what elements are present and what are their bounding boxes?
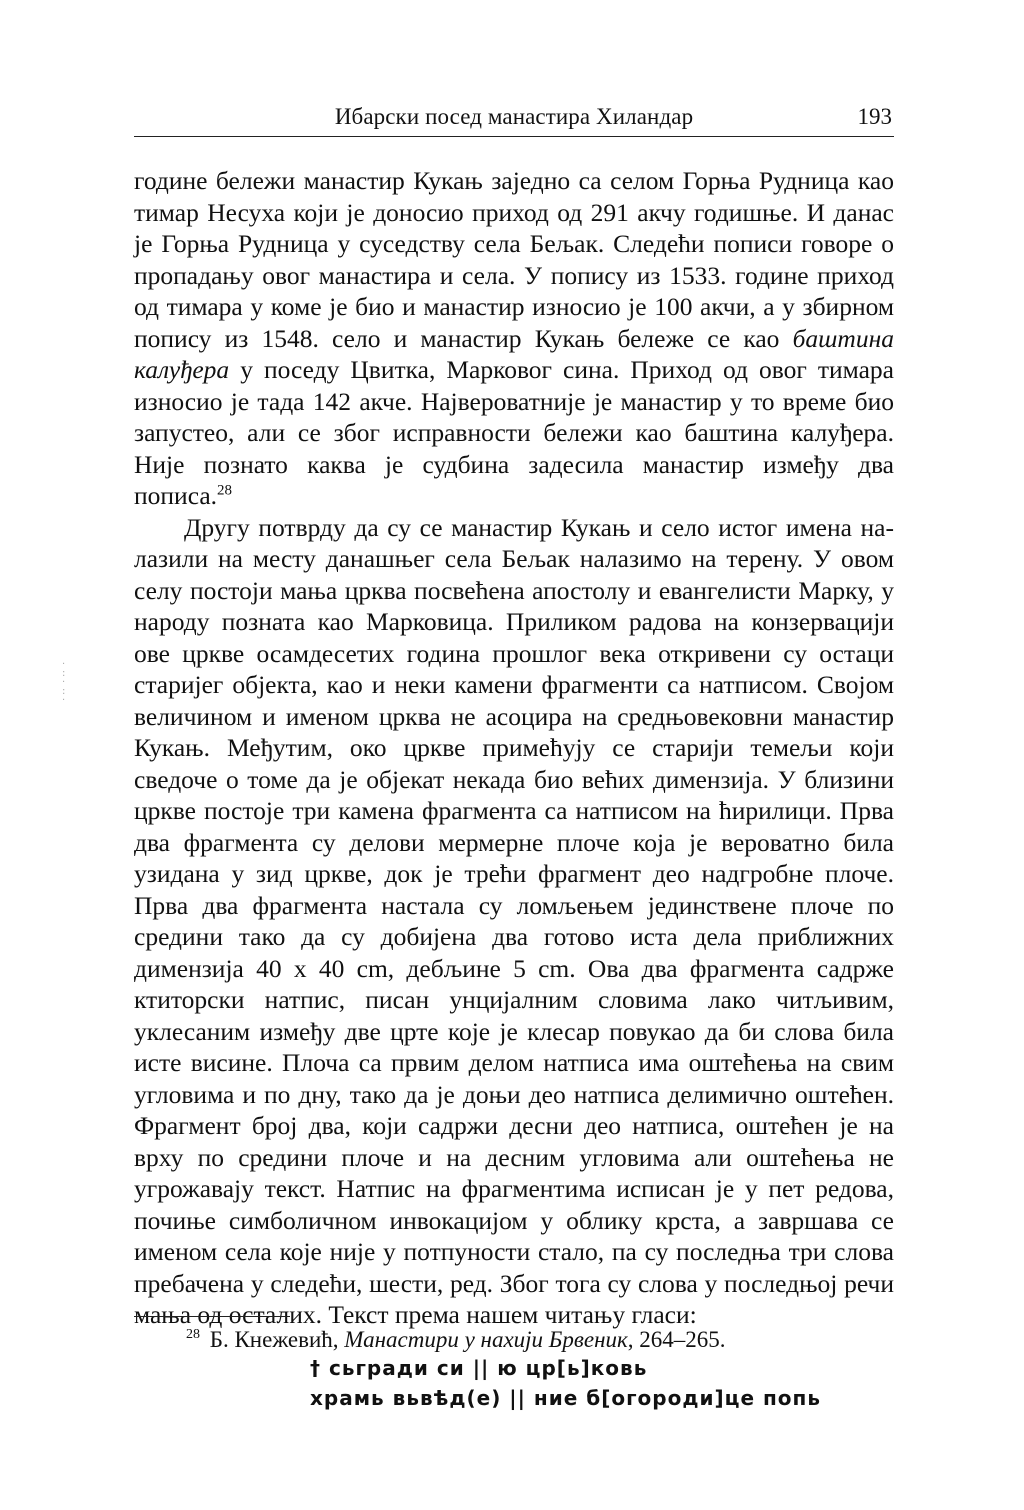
footnote-number: 28 (186, 1327, 200, 1343)
paragraph-2: Другу потврду да су се манастир Кукањ и село истог имена налазили на месту данашњег села Бељак налазимо на терену. У овом селу постоји мања црква посвећена апостолу и евангелисти Марку, у народу позната као Марковица. Приликом радова на конзервацији ове цркве осамдесетих година прошлог века откривени су остаци старијег објекта, као и неки камени фрагменти са натписом. Својом величином и именом црква не асоцира на средњовековни манастир Кукањ. Међутим, око цркве примећују се старији темељи који сведоче о томе да је објекат некада био већих димензија. У близини цркве постоје три камена фрагмента са натписом на ћирилици. Прва два фрагмента су делови мермерне плоче која је вероватно била узидана у зид цркве, док је трећи фрагмент део надгробне плоче. Прва два фрагмента настала су ломљењем јединствене плоче по средини тако да су добијена два готово иста дела приближних димензија 40 x 40 cm, дебљине 5 cm. Ова два фрагмента садрже ктиторски натпис, писан унцијалним словима лако читљивим, уклесаним између две црте које је клесар повукао да би слова била исте висине. Плоча са првим делом натписа има оштећења на свим угловима и по дну, тако да је доњи део натписа делимично оштећен. Фрагмент број два, који садржи десни део натписа, оштећен је на врху по средини плоче и на десним угловима али оштећења не угрожавају текст. Натпис на фрагментима исписан је у пет редова, почиње симболичном инвокацијом у облику крста, а завршава се именом села које није у потпуности стало, па су последња три слова пребачена у следећи, шести, ред. Због тога су слова у последњој речи мања од осталих. Текст према нашем читању гласи: (134, 512, 894, 1329)
page-number: 193 (857, 104, 892, 129)
book-page (134, 100, 894, 1413)
footnote-reference-28[interactable]: 28 (217, 482, 233, 499)
margin-scan-mark: · : · : · (62, 659, 66, 706)
footnote-title: Манастири у нахији Брвеник (344, 1327, 628, 1352)
paragraph-1-italic-term: баштина калуђера (134, 323, 894, 384)
body-text (134, 165, 894, 1331)
inscription-line-1: † сьгради си || ю цр[ь]ковь (310, 1355, 648, 1380)
running-title: Ибарски посед манастира Хиландар (334, 104, 694, 129)
inscription-line-2: храмь вьвѣд(е) || ниe б[огороди]це попь (310, 1385, 822, 1410)
paragraph-1-part-b: у поседу Цвитка, Марковог сина. Приход од овог тимара износио је тада 142 акче. Највероватније је манастир у то време био запустео, али се због исправности бележи као баштина калуђера. Није познато каква је судбина задесила манастир између два пописа. (134, 355, 894, 510)
footnote-28 (186, 1326, 726, 1354)
running-header (134, 100, 894, 137)
paragraph-1-part-a: године бележи манастир Кукањ заједно са селом Горња Рудница као тимар Несуха који је доносио приход од 291 акчу годишње. И данас је Горња Рудница у суседству села Бељак. Следећи пописи говоре о пропадању овог манастира и села. У попису из 1533. године приход од тимара у коме је био и манастир износио је 100 акчи, а у збирном попису из 1548. село и манастир Кукањ бележе се као (134, 166, 894, 353)
inscription-transcription (310, 1353, 894, 1413)
footnote-divider (134, 1316, 290, 1317)
footnote-pages: , 264–265. (627, 1327, 726, 1352)
footnote-author: Б. Кнежевић, (204, 1327, 345, 1352)
paragraph-1 (134, 165, 894, 512)
